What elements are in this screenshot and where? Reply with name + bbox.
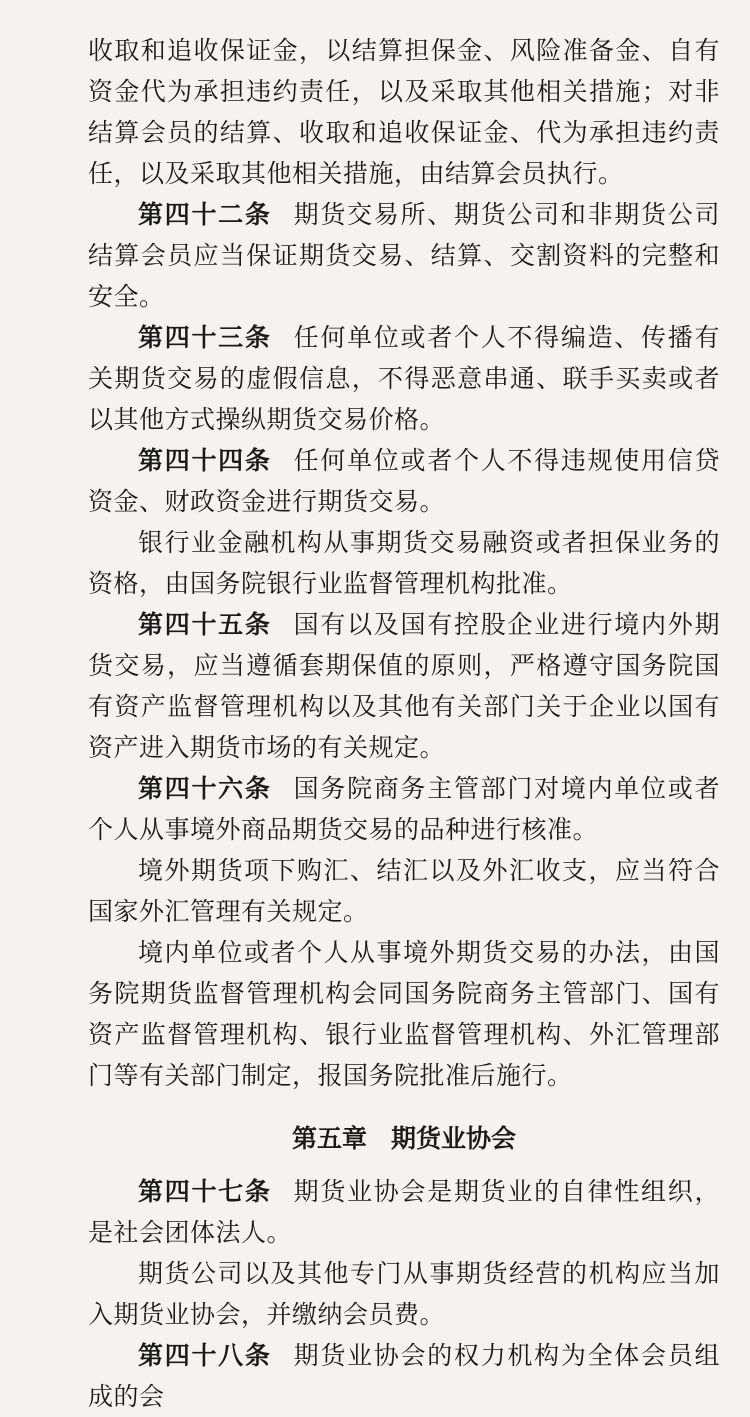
chapter-heading — [88, 1118, 720, 1159]
article-text: 期货业协会是期货业的自律性组织，是社会团体法人。 — [88, 1177, 720, 1247]
article-48 — [88, 1335, 720, 1417]
article-number: 第四十五条 — [138, 610, 272, 639]
article-number: 第四十七条 — [138, 1177, 272, 1206]
article-42 — [88, 194, 720, 317]
article-45 — [88, 604, 720, 768]
article-text: 任何单位或者个人不得编造、传播有关期货交易的虚假信息，不得恶意串通、联手买卖或者以其他方式操纵期货交易价格。 — [88, 323, 720, 434]
article-number: 第四十二条 — [138, 200, 272, 229]
article-text: 期货业协会的权力机构为全体会员组成的会 — [88, 1341, 720, 1411]
paragraph-8: 境内单位或者个人从事境外期货交易的办法，由国务院期货监督管理机构会同国务院商务主管部门、国有资产监督管理机构、银行业监督管理机构、外汇管理部门等有关部门制定，报国务院批准后施行。 — [88, 938, 720, 1090]
article-number: 第四十八条 — [138, 1341, 272, 1370]
paragraph-p2-1: 期货公司以及其他专门从事期货经营的机构应当加入期货业协会，并缴纳会员费。 — [88, 1259, 720, 1329]
article-46 — [88, 768, 720, 850]
article-text: 国务院商务主管部门对境内单位或者个人从事境外商品期货交易的品种进行核准。 — [88, 774, 720, 844]
article-text: 任何单位或者个人不得违规使用信贷资金、财政资金进行期货交易。 — [88, 446, 720, 516]
article-number: 第四十四条 — [138, 446, 272, 475]
article-number: 第四十三条 — [138, 323, 272, 352]
chapter-number: 第五章 — [291, 1124, 367, 1153]
paragraph-7: 境外期货项下购汇、结汇以及外汇收支，应当符合国家外汇管理有关规定。 — [88, 856, 720, 926]
paragraph-4: 银行业金融机构从事期货交易融资或者担保业务的资格，由国务院银行业监督管理机构批准。 — [88, 528, 720, 598]
article-text: 期货交易所、期货公司和非期货公司结算会员应当保证期货交易、结算、交割资料的完整和安全。 — [88, 200, 720, 311]
article-number: 第四十六条 — [138, 774, 272, 803]
article-47 — [88, 1171, 720, 1253]
article-text: 国有以及国有控股企业进行境内外期货交易，应当遵循套期保值的原则，严格遵守国务院国有资产监督管理机构以及其他有关部门关于企业以国有资产进入期货市场的有关规定。 — [88, 610, 720, 762]
chapter-title: 期货业协会 — [391, 1124, 517, 1153]
article-43 — [88, 317, 720, 440]
paragraph-0: 收取和追收保证金，以结算担保金、风险准备金、自有资金代为承担违约责任，以及采取其他相关措施；对非结算会员的结算、收取和追收保证金、代为承担违约责任，以及采取其他相关措施，由结算会员执行。 — [88, 36, 720, 188]
article-44 — [88, 440, 720, 522]
